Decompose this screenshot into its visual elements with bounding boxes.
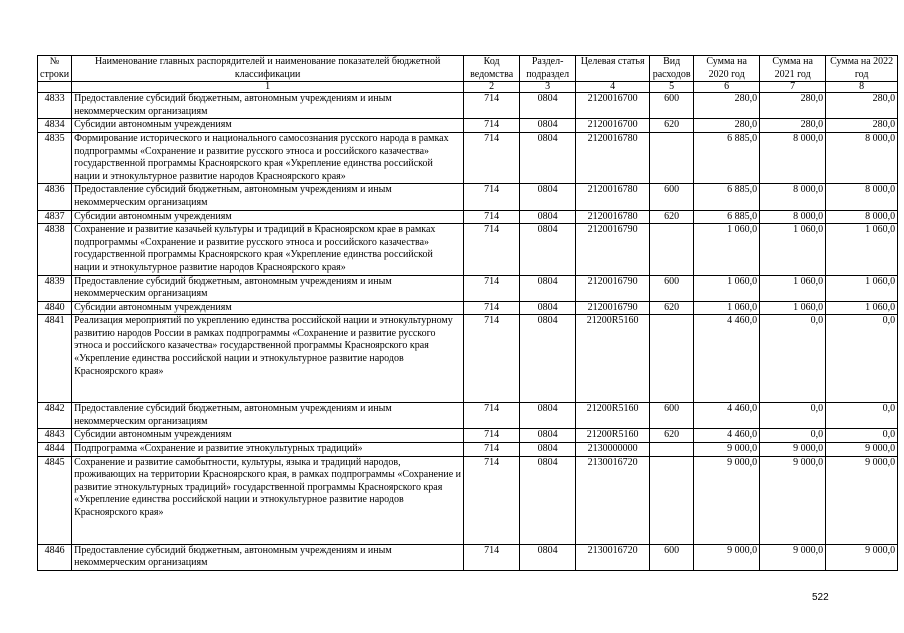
table-row [38,275,898,301]
column-number: 8 [826,82,898,93]
sum-2020-cell: 9 000,0 [694,456,760,544]
budget-table [37,55,898,571]
sum-2021-cell: 280,0 [760,119,826,133]
header-name: Наименование главных распорядителей и наименование показателей бюджетной классификации [72,56,464,82]
sum-2022-cell: 8 000,0 [826,184,898,210]
row-number-cell: 4833 [38,93,72,119]
column-number: 2 [464,82,520,93]
row-number-cell: 4835 [38,132,72,183]
section-code-cell: 0804 [520,301,576,315]
indicator-name-cell: Формирование исторического и национального самосознания русского народа в рамках подпрограммы «Сохранение и развитие русского этноса и российского казачества» государственной программы Красноярского края «Укрепление единства российской нации и этнокультурное развитие народов Красноярского края» [72,132,464,183]
sum-2022-cell: 280,0 [826,93,898,119]
expense-type-cell: 600 [650,184,694,210]
header-sum-2021: Сумма на 2021 год [760,56,826,82]
header-department-code: Код ведомства [464,56,520,82]
sum-2022-cell: 9 000,0 [826,443,898,457]
indicator-name-cell: Предоставление субсидий бюджетным, автономным учреждениям и иным некоммерческим организациям [72,184,464,210]
section-code-cell: 0804 [520,93,576,119]
column-number: 7 [760,82,826,93]
sum-2022-cell: 280,0 [826,119,898,133]
row-number-cell: 4843 [38,429,72,443]
header-column-numbers [38,82,898,93]
target-item-cell: 2120016790 [576,301,650,315]
sum-2021-cell: 280,0 [760,93,826,119]
sum-2021-cell: 1 060,0 [760,301,826,315]
sum-2020-cell: 280,0 [694,119,760,133]
sum-2021-cell: 0,0 [760,315,826,403]
row-number-cell: 4841 [38,315,72,403]
table-row [38,456,898,544]
sum-2022-cell: 0,0 [826,403,898,429]
target-item-cell: 21200R5160 [576,429,650,443]
sum-2022-cell: 9 000,0 [826,544,898,570]
table-row [38,119,898,133]
table-row [38,93,898,119]
indicator-name-cell: Подпрограмма «Сохранение и развитие этнокультурных традиций» [72,443,464,457]
department-code-cell: 714 [464,443,520,457]
sum-2021-cell: 8 000,0 [760,210,826,224]
target-item-cell: 2120016700 [576,93,650,119]
column-number: 1 [72,82,464,93]
row-number-cell: 4836 [38,184,72,210]
sum-2020-cell: 9 000,0 [694,544,760,570]
page-number: 522 [812,592,829,603]
sum-2020-cell: 9 000,0 [694,443,760,457]
sum-2022-cell: 1 060,0 [826,301,898,315]
target-item-cell: 2130016720 [576,544,650,570]
target-item-cell: 21200R5160 [576,403,650,429]
table-row [38,315,898,403]
row-number-cell: 4839 [38,275,72,301]
table-row [38,224,898,275]
expense-type-cell: 600 [650,275,694,301]
indicator-name-cell: Сохранение и развитие самобытности, культуры, языка и традиций народов, проживающих на территории Красноярского края, в рамках подпрограммы «Сохранение и развитие этнокультурных традиций» государственной программы Красноярского края «Укрепление единства российской нации и этнокультурное развитие народов Красноярского края» [72,456,464,544]
target-item-cell: 2120016780 [576,210,650,224]
target-item-cell: 2130016720 [576,456,650,544]
department-code-cell: 714 [464,224,520,275]
sum-2020-cell: 6 885,0 [694,184,760,210]
section-code-cell: 0804 [520,403,576,429]
target-item-cell: 2120016790 [576,275,650,301]
sum-2021-cell: 0,0 [760,429,826,443]
expense-type-cell [650,443,694,457]
department-code-cell: 714 [464,132,520,183]
department-code-cell: 714 [464,93,520,119]
sum-2022-cell: 0,0 [826,429,898,443]
table-row [38,443,898,457]
column-number: 5 [650,82,694,93]
indicator-name-cell: Предоставление субсидий бюджетным, автономным учреждениям и иным некоммерческим организациям [72,275,464,301]
sum-2021-cell: 9 000,0 [760,456,826,544]
table-row [38,544,898,570]
sum-2020-cell: 280,0 [694,93,760,119]
sum-2022-cell: 9 000,0 [826,456,898,544]
expense-type-cell: 600 [650,403,694,429]
header-sum-2022: Сумма на 2022 год [826,56,898,82]
indicator-name-cell: Сохранение и развитие казачьей культуры и традиций в Красноярском крае в рамках подпрограммы «Сохранение и развитие русского этноса и российского казачества» государственной программы Красноярского края «Укрепление единства российской нации и этнокультурное развитие народов Красноярского края» [72,224,464,275]
table-row [38,403,898,429]
department-code-cell: 714 [464,544,520,570]
table-row [38,210,898,224]
table-body [38,93,898,571]
table-row [38,184,898,210]
expense-type-cell: 620 [650,429,694,443]
section-code-cell: 0804 [520,119,576,133]
row-number-cell: 4842 [38,403,72,429]
target-item-cell: 21200R5160 [576,315,650,403]
sum-2021-cell: 8 000,0 [760,132,826,183]
target-item-cell: 2120016780 [576,132,650,183]
indicator-name-cell: Предоставление субсидий бюджетным, автономным учреждениям и иным некоммерческим организациям [72,403,464,429]
department-code-cell: 714 [464,403,520,429]
section-code-cell: 0804 [520,456,576,544]
indicator-name-cell: Субсидии автономным учреждениям [72,429,464,443]
indicator-name-cell: Субсидии автономным учреждениям [72,119,464,133]
sum-2022-cell: 8 000,0 [826,132,898,183]
column-number: 6 [694,82,760,93]
sum-2020-cell: 6 885,0 [694,210,760,224]
section-code-cell: 0804 [520,544,576,570]
header-row-number: № строки [38,56,72,82]
expense-type-cell: 620 [650,210,694,224]
section-code-cell: 0804 [520,224,576,275]
row-number-cell: 4840 [38,301,72,315]
expense-type-cell: 600 [650,93,694,119]
department-code-cell: 714 [464,275,520,301]
department-code-cell: 714 [464,184,520,210]
target-item-cell: 2130000000 [576,443,650,457]
header-expense-type: Вид расходов [650,56,694,82]
sum-2020-cell: 4 460,0 [694,315,760,403]
sum-2020-cell: 4 460,0 [694,403,760,429]
department-code-cell: 714 [464,429,520,443]
table-header [38,56,898,93]
row-number-cell: 4844 [38,443,72,457]
expense-type-cell: 620 [650,119,694,133]
row-number-cell: 4838 [38,224,72,275]
indicator-name-cell: Предоставление субсидий бюджетным, автономным учреждениям и иным некоммерческим организациям [72,93,464,119]
sum-2020-cell: 4 460,0 [694,429,760,443]
header-section: Раздел-подраздел [520,56,576,82]
indicator-name-cell: Предоставление субсидий бюджетным, автономным учреждениям и иным некоммерческим организациям [72,544,464,570]
department-code-cell: 714 [464,315,520,403]
department-code-cell: 714 [464,119,520,133]
sum-2022-cell: 1 060,0 [826,275,898,301]
table-row [38,301,898,315]
sum-2022-cell: 1 060,0 [826,224,898,275]
sum-2020-cell: 1 060,0 [694,224,760,275]
expense-type-cell: 600 [650,544,694,570]
header-sum-2020: Сумма на 2020 год [694,56,760,82]
department-code-cell: 714 [464,210,520,224]
target-item-cell: 2120016790 [576,224,650,275]
sum-2020-cell: 1 060,0 [694,301,760,315]
section-code-cell: 0804 [520,429,576,443]
sum-2021-cell: 9 000,0 [760,544,826,570]
section-code-cell: 0804 [520,275,576,301]
sum-2021-cell: 0,0 [760,403,826,429]
table-row [38,132,898,183]
indicator-name-cell: Реализация мероприятий по укреплению единства российской нации и этнокультурному развитию народов России в рамках подпрограммы «Сохранение и развитие русского этноса и российского казачества» государственной программы Красноярского края «Укрепление единства российской нации и этнокультурное развитие народов Красноярского края» [72,315,464,403]
expense-type-cell [650,456,694,544]
sum-2022-cell: 8 000,0 [826,210,898,224]
sum-2020-cell: 1 060,0 [694,275,760,301]
indicator-name-cell: Субсидии автономным учреждениям [72,210,464,224]
indicator-name-cell: Субсидии автономным учреждениям [72,301,464,315]
column-number: 4 [576,82,650,93]
row-number-cell: 4845 [38,456,72,544]
sum-2021-cell: 1 060,0 [760,275,826,301]
header-target-item: Целевая статья [576,56,650,82]
column-number: 3 [520,82,576,93]
sum-2021-cell: 9 000,0 [760,443,826,457]
sum-2022-cell: 0,0 [826,315,898,403]
sum-2021-cell: 8 000,0 [760,184,826,210]
expense-type-cell [650,224,694,275]
row-number-cell: 4837 [38,210,72,224]
section-code-cell: 0804 [520,184,576,210]
section-code-cell: 0804 [520,315,576,403]
row-number-cell: 4846 [38,544,72,570]
table-row [38,429,898,443]
section-code-cell: 0804 [520,443,576,457]
section-code-cell: 0804 [520,210,576,224]
department-code-cell: 714 [464,456,520,544]
expense-type-cell: 620 [650,301,694,315]
target-item-cell: 2120016700 [576,119,650,133]
target-item-cell: 2120016780 [576,184,650,210]
row-number-cell: 4834 [38,119,72,133]
expense-type-cell [650,315,694,403]
sum-2021-cell: 1 060,0 [760,224,826,275]
expense-type-cell [650,132,694,183]
department-code-cell: 714 [464,301,520,315]
column-number [38,82,72,93]
section-code-cell: 0804 [520,132,576,183]
sum-2020-cell: 6 885,0 [694,132,760,183]
